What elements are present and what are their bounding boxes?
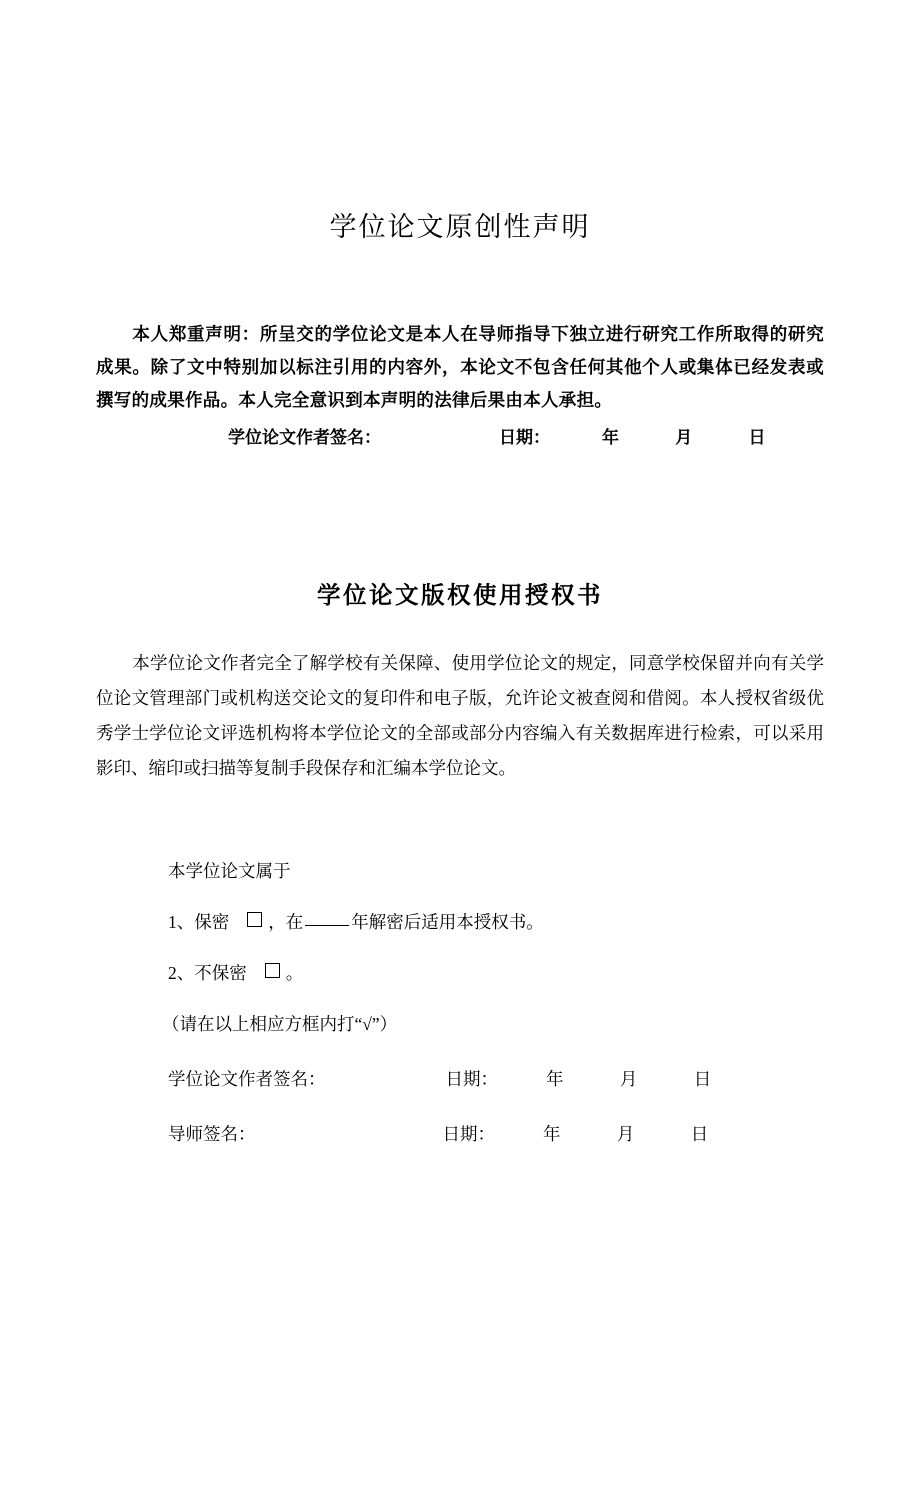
copyright-authorization-body	[96, 646, 824, 786]
originality-statement-text: 本人郑重声明：所呈交的学位论文是本人在导师指导下独立进行研究工作所取得的研究成果。除了文中特别加以标注引用的内容外，本论文不包含任何其他个人或集体已经发表或撰写的成果作品。本人完全意识到本声明的法律后果由本人承担。	[96, 324, 824, 410]
copyright-authorization-text: 本学位论文作者完全了解学校有关保障、使用学位论文的规定，同意学校保留并向有关学位论文管理部门或机构送交论文的复印件和电子版，允许论文被查阅和借阅。本人授权省级优秀学士学位论文评选机构将本学位论文的全部或部分内容编入有关数据库进行检索，可以采用影印、缩印或扫描等复制手段保存和汇编本学位论文。	[96, 653, 824, 778]
option-confidential-middle: ，在	[268, 912, 304, 932]
thesis-belongs-label: 本学位论文属于	[168, 861, 291, 881]
copyright-authorization-title: 学位论文版权使用授权书	[317, 583, 603, 609]
originality-statement-body	[96, 318, 824, 417]
checkbox-confidential-icon[interactable]	[247, 912, 262, 927]
option-confidential-suffix: 年解密后适用本授权书。	[351, 912, 544, 932]
advisor-signature-label: 导师签名：	[168, 1124, 256, 1144]
originality-signature-row	[96, 423, 824, 448]
checkbox-instruction-note: （请在以上相应方框内打“√”）	[162, 1014, 398, 1034]
author-signature-row	[96, 1066, 824, 1091]
option-confidential-row	[96, 909, 824, 934]
year-month-day-label: 年 月 日	[602, 428, 792, 447]
option-nonconfidential-row	[96, 960, 824, 985]
year-month-day-label: 年 月 日	[546, 1069, 738, 1089]
date-label: 日期：	[445, 1069, 498, 1089]
confidential-years-blank[interactable]	[305, 925, 349, 926]
author-signature-label: 学位论文作者签名：	[228, 428, 381, 447]
document-page	[0, 205, 920, 1507]
year-month-day-label: 年 月 日	[543, 1124, 735, 1144]
author-signature-label: 学位论文作者签名：	[168, 1069, 326, 1089]
checkbox-nonconfidential-icon[interactable]	[265, 963, 280, 978]
option-nonconfidential-label: 2、不保密	[168, 963, 247, 983]
originality-statement-title: 学位论文原创性声明	[329, 212, 591, 242]
date-label: 日期：	[442, 1124, 495, 1144]
date-label: 日期：	[499, 428, 550, 447]
option-confidential-label: 1、保密	[168, 912, 230, 932]
option-nonconfidential-suffix: 。	[285, 963, 304, 983]
advisor-signature-row	[96, 1121, 824, 1146]
